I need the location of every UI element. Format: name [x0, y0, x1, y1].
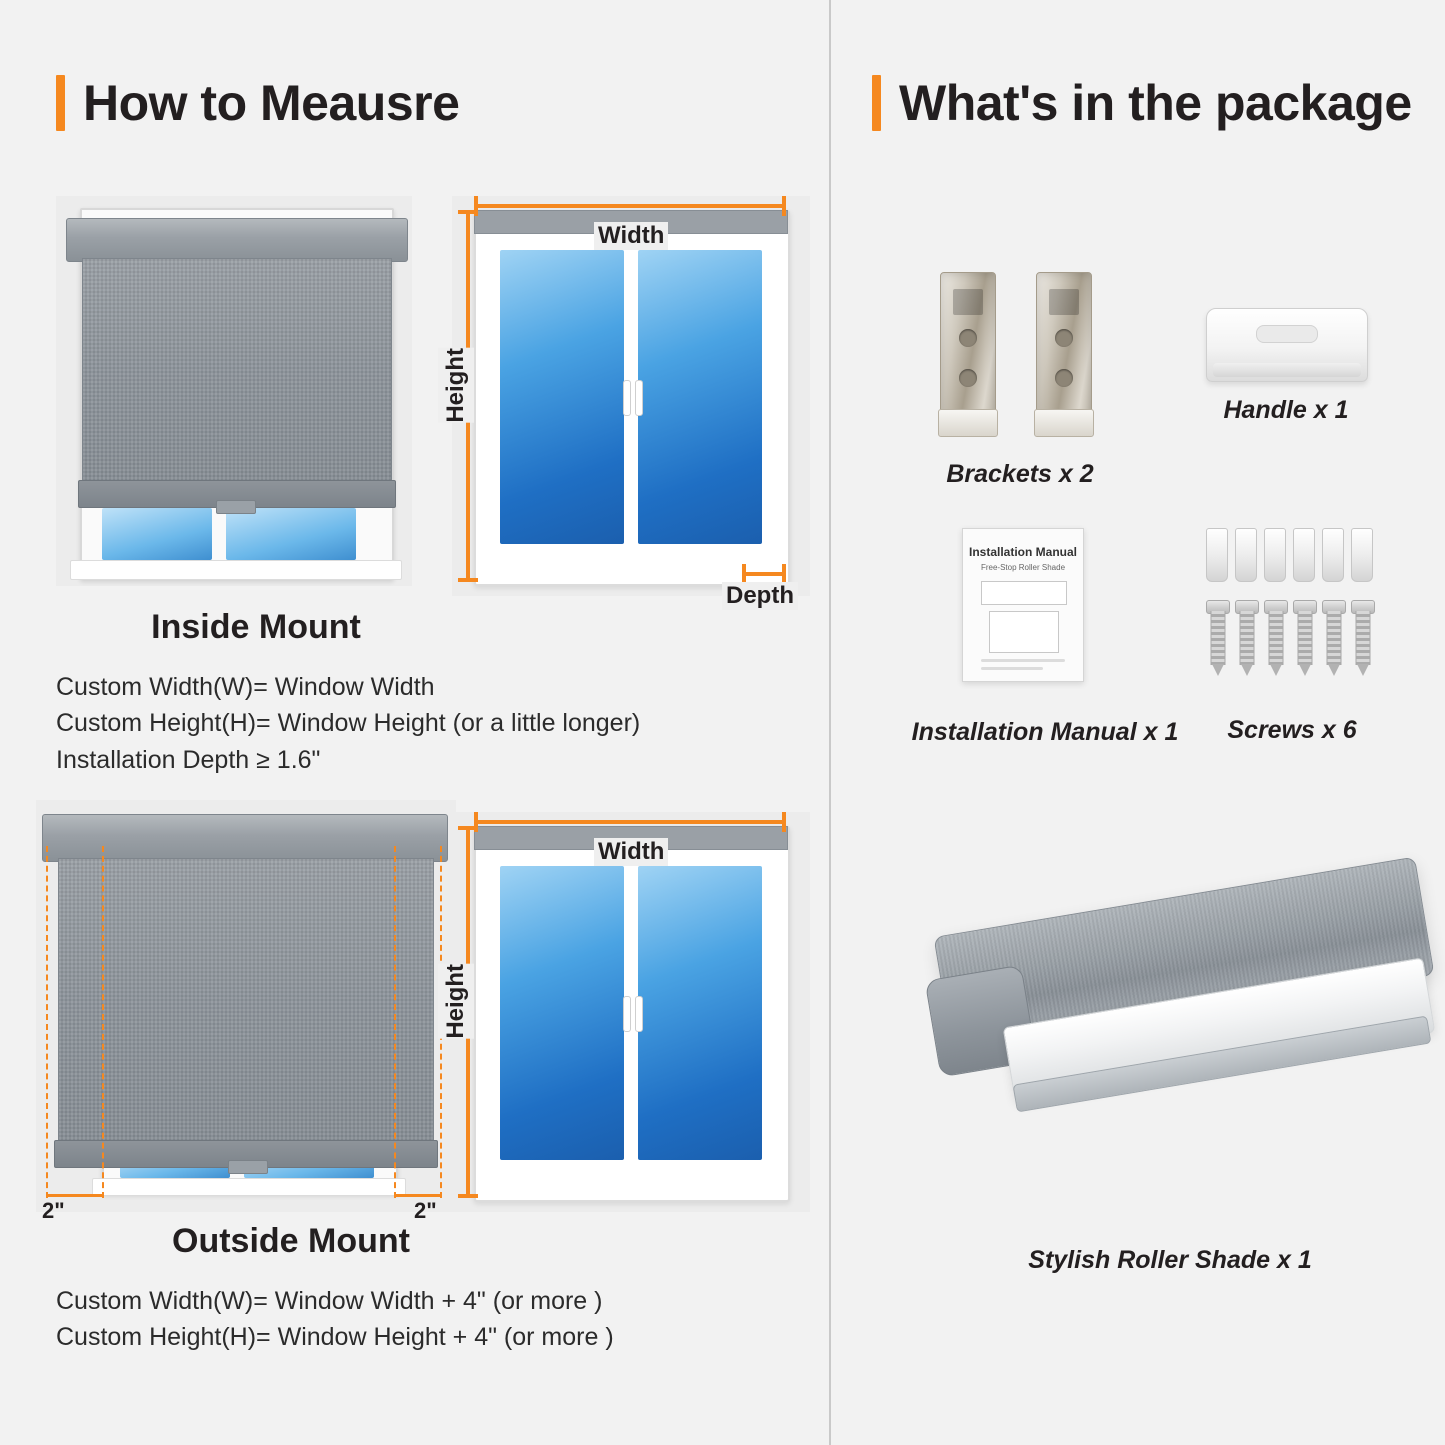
- screw-shaft: [1211, 611, 1226, 665]
- wall-anchor: [1206, 528, 1228, 582]
- screw-tip: [1357, 664, 1369, 676]
- height-tick-bottom: [458, 1194, 478, 1198]
- overhang-guide-left-inner: [102, 846, 104, 1198]
- screw: [1293, 600, 1317, 678]
- brackets-caption: Brackets x 2: [946, 460, 1094, 488]
- bracket-screw-hole-2: [1055, 369, 1073, 387]
- screws-group: [1206, 528, 1386, 688]
- height-tick-bottom: [458, 578, 478, 582]
- depth-label: Depth: [722, 582, 798, 610]
- bracket-screw-hole-1: [1055, 329, 1073, 347]
- window-handle-left: [623, 996, 631, 1032]
- inside-mount-shade-illustration: [56, 196, 412, 586]
- bracket-slot: [1049, 289, 1079, 315]
- screw: [1322, 600, 1346, 678]
- heading-accent-bar: [56, 75, 65, 131]
- window-handle-left: [623, 380, 631, 416]
- wall-anchor: [1235, 528, 1257, 582]
- window-handle-right: [635, 380, 643, 416]
- bracket-screw-hole-2: [959, 369, 977, 387]
- overhang-label-left: 2": [42, 1198, 65, 1223]
- handle-caption: Handle x 1: [1223, 396, 1349, 424]
- depth-tick-right: [782, 564, 786, 584]
- outside-mount-lines: [56, 1283, 786, 1356]
- screw: [1206, 600, 1230, 678]
- overhang-dimension-left: [46, 1194, 104, 1197]
- manual-subtitle: Free-Stop Roller Shade: [980, 563, 1066, 572]
- wall-anchor: [1264, 528, 1286, 582]
- bracket-right: [1036, 272, 1092, 434]
- manual-diagram-image: [989, 611, 1059, 653]
- shade-fabric: [82, 258, 392, 484]
- screw-tip: [1212, 664, 1224, 676]
- screw: [1235, 600, 1259, 678]
- height-label: Height: [438, 348, 474, 423]
- window-glass-left: [102, 508, 212, 560]
- heading-text: What's in the package: [899, 75, 1412, 131]
- width-tick-right: [782, 812, 786, 832]
- shade-handle: [228, 1160, 268, 1174]
- window-sill: [92, 1178, 406, 1196]
- manual-title: Installation Manual: [968, 545, 1077, 559]
- height-label: Height: [438, 964, 474, 1039]
- height-tick-top: [458, 826, 478, 830]
- heading-text: How to Meausre: [83, 75, 460, 131]
- bracket-base: [938, 409, 998, 437]
- window-handle-right: [635, 996, 643, 1032]
- window-glass-left: [500, 866, 624, 1160]
- screw-tip: [1328, 664, 1340, 676]
- width-label: Width: [594, 838, 668, 866]
- window-sill: [70, 560, 402, 580]
- screw-shaft: [1240, 611, 1255, 665]
- inside-mount-line-1: Custom Width(W)= Window Width: [56, 673, 435, 701]
- overhang-guide-left-outer: [46, 846, 48, 1198]
- screw-tip: [1241, 664, 1253, 676]
- right-section-heading: [872, 74, 1412, 132]
- overhang-label-right: 2": [414, 1198, 437, 1223]
- shade-fabric: [58, 858, 434, 1144]
- width-dimension-line: [474, 820, 786, 824]
- width-tick-right: [782, 196, 786, 216]
- bracket-base: [1034, 409, 1094, 437]
- outside-mount-title: Outside Mount: [172, 1222, 410, 1260]
- shade-handle: [216, 500, 256, 514]
- roller-shade-caption: Stylish Roller Shade x 1: [1028, 1246, 1312, 1274]
- overhang-guide-right-inner: [394, 846, 396, 1198]
- outside-mount-line-2: Custom Height(H)= Window Height + 4" (or more ): [56, 1323, 614, 1352]
- overhang-dimension-right: [394, 1194, 442, 1197]
- window-glass-right: [638, 250, 762, 544]
- window-glass-right: [638, 866, 762, 1160]
- handle-lip: [1213, 363, 1361, 377]
- screw-shaft: [1269, 611, 1284, 665]
- manual-text-line: [981, 667, 1043, 670]
- roller-shade-product: [900, 860, 1440, 1190]
- screw: [1351, 600, 1375, 678]
- width-dimension-line: [474, 204, 786, 208]
- screw: [1264, 600, 1288, 678]
- manual-diagram-box: [981, 581, 1067, 605]
- screw-shaft: [1356, 611, 1371, 665]
- screw-tip: [1299, 664, 1311, 676]
- bracket-left: [940, 272, 996, 434]
- screw-shaft: [1327, 611, 1342, 665]
- handle-grip-cutout: [1256, 325, 1318, 343]
- window-glass-left: [500, 250, 624, 544]
- shade-cassette: [66, 218, 408, 262]
- screws-caption: Screws x 6: [1227, 716, 1357, 744]
- inside-mount-title: Inside Mount: [151, 608, 361, 646]
- handle-part: [1206, 308, 1368, 382]
- window-glass-right: [226, 508, 356, 560]
- inside-mount-text-block: [56, 608, 786, 778]
- heading-accent-bar: [872, 75, 881, 131]
- screw-tip: [1270, 664, 1282, 676]
- wall-anchor: [1351, 528, 1373, 582]
- installation-manual: [962, 528, 1084, 682]
- bracket-screw-hole-1: [959, 329, 977, 347]
- wall-anchor: [1293, 528, 1315, 582]
- outside-mount-text-block: [56, 1222, 786, 1356]
- height-tick-top: [458, 210, 478, 214]
- wall-anchor: [1322, 528, 1344, 582]
- manual-text-line: [981, 659, 1065, 662]
- outside-mount-shade-illustration: [36, 800, 456, 1223]
- depth-dimension-line: [742, 572, 786, 576]
- inside-mount-lines: [56, 669, 786, 778]
- inside-mount-dimension-diagram: [442, 196, 810, 609]
- inside-mount-line-3: Installation Depth ≥ 1.6": [56, 745, 321, 774]
- outside-mount-dimension-diagram: [442, 812, 810, 1212]
- left-section-heading: [56, 74, 459, 132]
- inside-mount-line-2: Custom Height(H)= Window Height (or a little longer): [56, 709, 641, 738]
- brackets-group: [930, 272, 1110, 452]
- screw-shaft: [1298, 611, 1313, 665]
- outside-mount-line-1: Custom Width(W)= Window Width + 4" (or more ): [56, 1287, 603, 1315]
- manual-caption: Installation Manual x 1: [911, 718, 1179, 746]
- column-divider: [829, 0, 831, 1445]
- width-label: Width: [594, 222, 668, 250]
- bracket-slot: [953, 289, 983, 315]
- depth-tick-left: [742, 564, 746, 584]
